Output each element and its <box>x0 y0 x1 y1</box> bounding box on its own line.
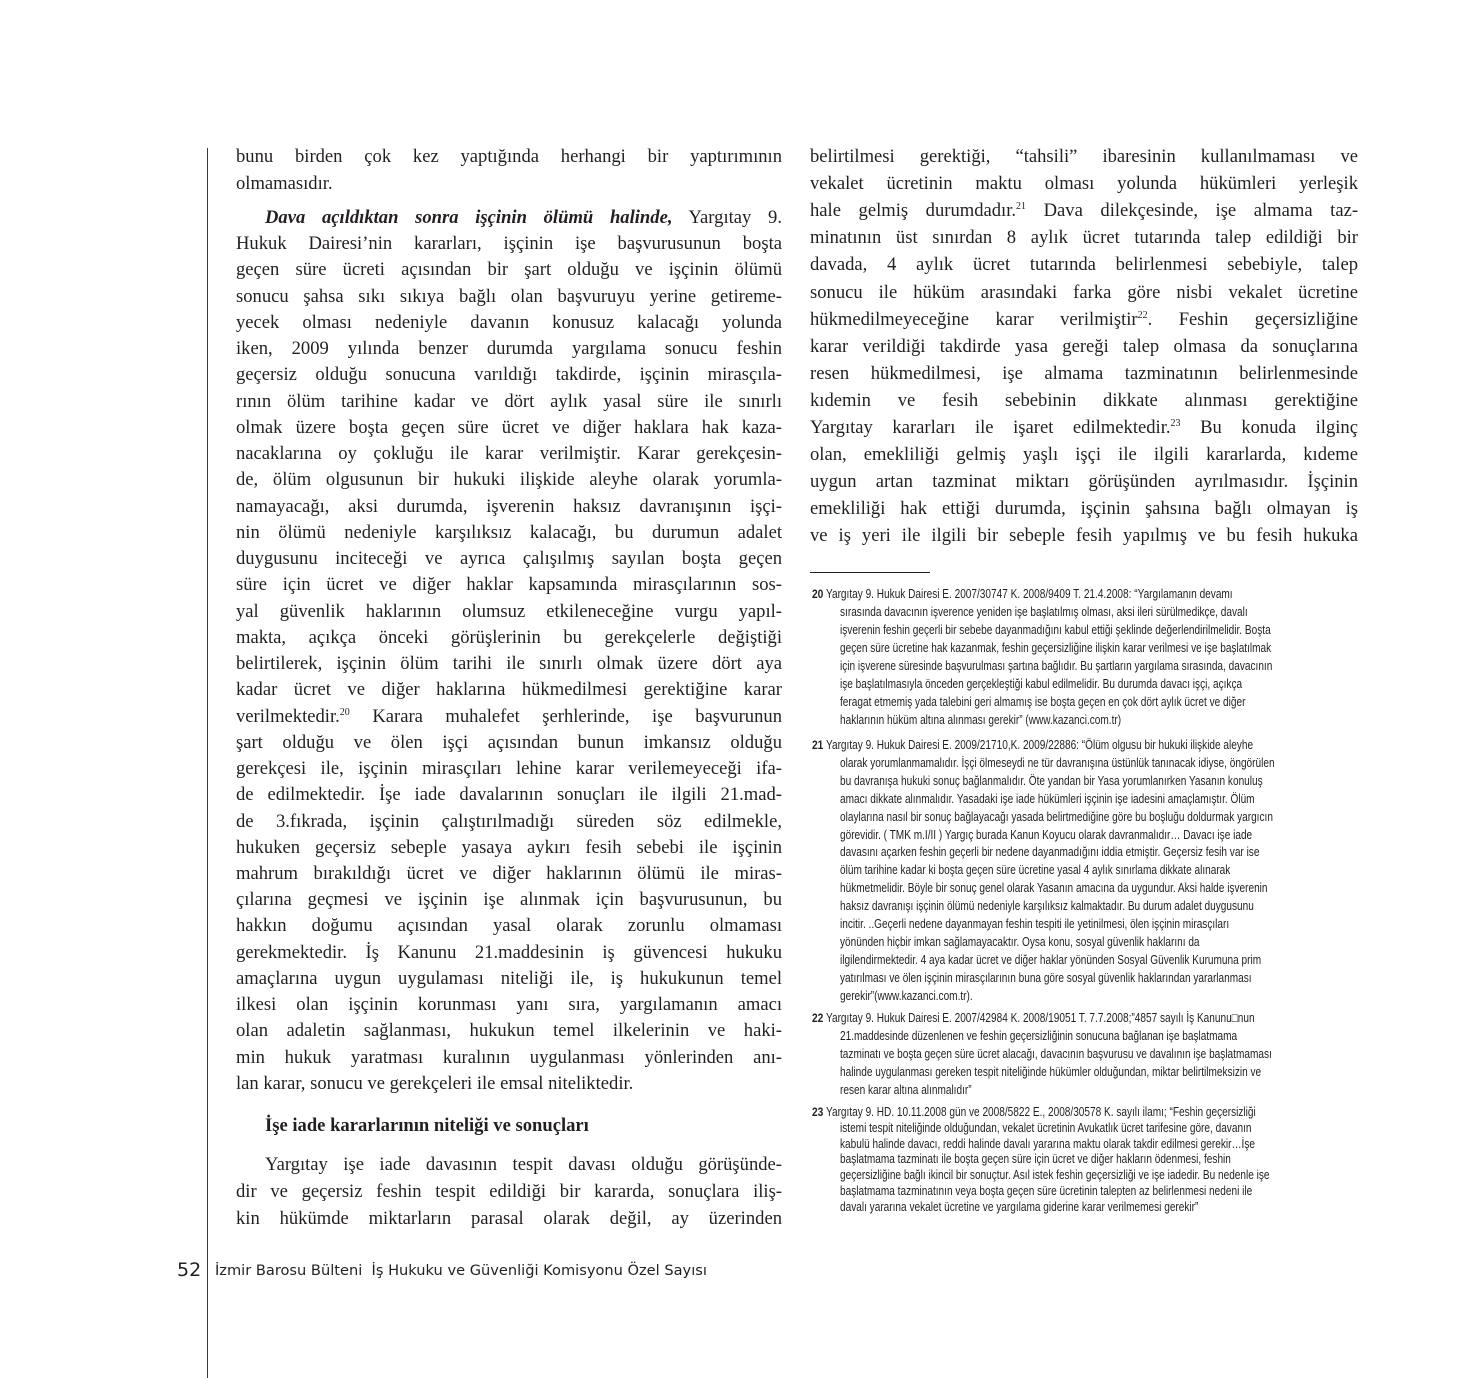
text-line: Hukuk Dairesi’nin kararları, işçinin işe başvurusunun boşta <box>236 233 782 255</box>
text-segment: Yargıtay 9. <box>672 207 782 228</box>
text-segment: hükmedilmeyeceğine karar verilmiştir <box>810 308 1138 330</box>
text-segment: Yargıtay kararları ile işaret edilmektedir. <box>810 417 1171 438</box>
footnote-line: görevidir. ( TMK m.I/II ) Yargıç burada Kanun Koyucu olarak davranmalıdır… Davacı işe iade <box>840 827 1253 842</box>
text-line: karar verildiği takdirde yasa gereği talep olmasa da sonuçlarına <box>810 335 1358 357</box>
text-line: gerekmektedir. İş Kanunu 21.maddesinin iş güvencesi hukuku <box>236 941 782 963</box>
footnote-line: geçersizliğine bağlı ikincil bir sonuçtur. Asıl istek feshin geçersizliği ve işe iadedir. Bu nedenle işe <box>840 1168 1270 1183</box>
text-segment: Karara muhalefet şerhlerinde, işe başvurunun <box>349 705 782 727</box>
text-line: davada, 4 aylık ücret tutarında belirlenmesi sebebiyle, talep <box>810 254 1358 276</box>
text-line: de edilmektedir. İşe iade davalarının sonuçları ile ilgili 21.mad- <box>236 784 782 806</box>
margin-rule <box>207 148 208 1378</box>
text-line: kıdemin ve fesih sebebinin dikkate alınması gerektiğine <box>810 389 1358 411</box>
text-line: sonucu ile hüküm arasındaki farka göre nisbi vekalet ücretine <box>810 281 1358 303</box>
emphasized-text: Dava açıldıktan sonra işçinin ölümü halinde, <box>265 207 673 228</box>
footnote-separator <box>810 572 930 573</box>
page-number: 52 <box>177 1259 202 1281</box>
text-line: belirtilmesi gerektiği, “tahsili” ibaresinin kullanılmaması ve <box>810 146 1358 167</box>
publication-title: İzmir Barosu Bülteni İş Hukuku ve Güvenliği Komisyonu Özel Sayısı <box>215 1262 707 1279</box>
footnote-line: hükmetmelidir. Böyle bir sonuç genel olarak Yasanın amacına da uygundur. Aksi halde işverenin <box>840 881 1268 896</box>
text-line: de 3.fıkrada, işçinin çalıştırılmadığı süreden söz edilmekle, <box>236 810 782 832</box>
text-line: olan, emekliliği gelmiş yaşlı işçi ile ilgili kararlarda, kıdeme <box>810 444 1358 466</box>
text-line <box>810 199 1358 223</box>
footnote-line: davalı yararına vekalet ücretine ve yargılama giderine karar verilmemesi gerekir” <box>840 1199 1199 1214</box>
footnote-line: haklarının hüküm altına alınması gerekir” (www.kazanci.com.tr) <box>840 713 1122 727</box>
text-segment: hale gelmiş durumdadır. <box>810 200 1017 222</box>
footnote-line: gerekir”(www.kazanci.com.tr). <box>840 988 973 1003</box>
text-line: geçen süre ücreti açısından bir şart olduğu ve işçinin ölümü <box>236 259 782 281</box>
text-line <box>810 416 1358 440</box>
text-line: olan adaletin sağlanması, hukukun temel ilkelerinin ve haki- <box>236 1020 782 1042</box>
text-line: çılarına geçmesi ve işçinin işe alınmak için başvurusunun, bu <box>236 889 782 911</box>
text-line: Yargıtay işe iade davasının tespit davası olduğu görüşünde- <box>265 1154 782 1175</box>
footnote-line: ilgilendirmektedir. 4 aya kadar ücret ve diğer haklar yönünden Sosyal Güvenlik Kurumuna prim <box>840 952 1262 967</box>
footnote-reference[interactable]: 22 <box>1137 309 1148 321</box>
footnote-line: yatırılması ve ölen işçinin mirasçılarının buna göre sosyal güvenlik haklarından yararlanması <box>840 970 1252 985</box>
footnote-number: 23 <box>812 1105 824 1119</box>
text-line: emekliliği hak ettiği durumda, işçinin şahsına bağlı olmayan iş <box>810 498 1358 520</box>
footnote-reference[interactable]: 23 <box>1170 418 1181 429</box>
text-line: mahrum bırakıldığı ücret ve diğer haklarının ölümü ile miras- <box>236 863 782 884</box>
text-line: makta, açıkça önceki görüşlerinin bu gerekçelerle değiştiği <box>236 626 782 648</box>
text-line: süre için ücret ve diğer haklar kapsamında mirasçılarının sos- <box>236 574 782 596</box>
footnote-line: amacı dikkate alınmalıdır. Yasadaki işe iade hükümleri işçinin işe iadesini amaçlamıştır. Ölüm <box>840 791 1255 806</box>
text-line: hakkın doğumu açısından yasal olarak zorunlu olmaması <box>236 915 782 937</box>
footnote-line: geçen süre ücretine hak kazanmak, feshin geçersizliğine ilişkin karar verilmesi ve işe başlatılmak <box>840 641 1272 655</box>
footnote-line: Yargıtay 9. Hukuk Dairesi E. 2007/30747 K. 2008/9409 T. 21.4.2008: “Yargılamanın devamı <box>826 587 1233 601</box>
text-line: olmak üzere boşta geçen süre ücret ve diğer haklara hak kaza- <box>236 416 782 438</box>
text-segment: Dava dilekçesinde, işe almama taz- <box>1026 200 1358 222</box>
text-line: vekalet ücretinin maktu olması yolunda hükümleri yerleşik <box>810 173 1358 195</box>
text-line: olmamasıdır. <box>236 173 333 194</box>
text-line <box>265 206 782 230</box>
footnote-line: yönünden hiçbir imkan sağlamayacaktır. Oysa konu, sosyal güvenlik haklarını da <box>840 934 1200 949</box>
text-line <box>236 705 782 729</box>
text-line: nin ölümü nedeniyle karşılıksız kalacağı, bu durumun adalet <box>236 521 782 543</box>
footnote-line: olaylarına nasıl bir sonuç bağlayacağı yasada belirtmediğine göre bu boşluğu doldurmak yargıcın <box>840 809 1273 824</box>
text-line: de, ölüm olgusunun bir hukuki ilişkide aleyhe olarak yorumla- <box>236 469 782 491</box>
text-line: geçersiz olduğu sonucuna varıldığı takdirde, işçinin mirasçıla- <box>236 364 782 386</box>
footnote-number: 20 <box>812 587 824 601</box>
footnote-line: bu davranışa hukuki sonuç bağlanmalıdır. Öte yandan bir Yasa yorumlanırken Yasanın konuluş <box>840 773 1263 788</box>
footnote-line: davasını açarken feshin geçerli bir nedene dayanmadığını iddia etmiştir. Geçersiz fesih var ise <box>840 845 1260 860</box>
text-line: minatının üst sınırdan 8 aylık ücret tutarında talep edildiği bir <box>810 227 1358 249</box>
footnote-line: olarak yorumlanmamalıdır. İşçi ölmeseydi ne tür davranışına üstünlük tanınacak idiyse, öngörülen <box>840 755 1275 770</box>
text-line: kadar ücret ve diğer haklarına hükmedilmesi gerektiğine karar <box>236 679 782 701</box>
footnote-line: feragat etmemiş yada talebini geri almamış ise boşta geçen en çok dört aylık ücret ve diğer <box>840 695 1246 709</box>
footnote-line: 21.maddesinde düzenlenen ve feshin geçersizliğinin sonucuna bağlanan işe başlatmama <box>840 1029 1238 1043</box>
text-line: amaçlarına uygun uygulaması niteliği ile, iş hukukunun temel <box>236 967 782 989</box>
text-line: bunu birden çok kez yaptığında herhangi bir yaptırımının <box>236 146 782 167</box>
text-line: lan karar, sonucu ve gerekçeleri ile emsal niteliktedir. <box>236 1072 634 1094</box>
text-line: şart olduğu ve ölen işçi açısından bunun imkansız olduğu <box>236 731 782 753</box>
text-segment: verilmektedir. <box>236 705 340 727</box>
footnote-line: kabulü halinde davacı, reddi halinde davalı yararına maktu olarak takdir edilmesi gerekir…İşe <box>840 1136 1255 1151</box>
text-line: iken, 2009 yılında benzer durumda yargılama sonucu feshin <box>236 338 782 360</box>
footnote-line: başlatmama tazminatının veya boşta geçen süre ücretinin talepten az belirlenmesi nedeni ile <box>840 1184 1253 1198</box>
footnote-line: haksız davranışı işçinin ölümü nedeniyle karşılıksız kalmaktadır. Bu durum adalet duygusunu <box>840 899 1254 914</box>
footnote-line: resen karar altına alınmalıdır” <box>840 1083 972 1097</box>
text-line: uygun artan tazminat miktarı görüşünden ayrılmasıdır. İşçinin <box>810 471 1358 493</box>
footnote-line: sırasında davacının işverence yeniden işe başlatılmış olması, aksi ileri sürülmedikçe, davalı <box>840 605 1248 619</box>
footnote-number: 21 <box>812 738 824 752</box>
text-line: sonucu şahsa sıkı sıkıya bağlı olan başvuruyu yerine getireme- <box>236 285 782 307</box>
footnote-line: Yargıtay 9. Hukuk Dairesi E. 2007/42984 K. 2008/19051 T. 7.7.2008;”4857 sayılı İş Kanunu□nun <box>826 1011 1255 1025</box>
text-line: hukuken geçersiz sebeple yasaya aykırı fesih sebebi ile işçinin <box>236 836 782 858</box>
footnote-line: işverenin feshin geçerli bir sebebe dayanmadığını kabul ettiği şeklinde değerlendirilmelidir. Boşta <box>840 623 1271 637</box>
text-line <box>810 308 1358 332</box>
text-line: duygusunu inciteceği ve ayrıca çalışılmış sayılan boşta geçen <box>236 548 782 570</box>
footnote-line: ölüm tarihine kadar ki boşta geçen süre ücretine yasal 4 aylık sınırlama dikkate alınarak <box>840 863 1231 878</box>
text-line: ilkesi olan işçinin korunması yanı sıra, yargılamanın amacı <box>236 994 782 1016</box>
footnote-line: Yargıtay 9. Hukuk Dairesi E. 2009/21710,K. 2009/22886: “Ölüm olgusu bir hukuki ilişkide aleyhe <box>826 738 1254 752</box>
text-line: resen hükmedilmesi, işe almama tazminatının belirlenmesinde <box>810 362 1358 384</box>
text-line: gerekçesi ile, işçinin mirasçıları lehine karar verilemeyeceği ifa- <box>236 758 782 780</box>
footnote-line: istemi tespit niteliğinde olduğundan, vekalet ücretinin Avukatlık ücret tarifesine göre, davanın <box>840 1120 1252 1135</box>
footnote-line: başlatmama tazminatı ile boşta geçen süre için ücret ve diğer hakların ödenmesi, feshin <box>840 1152 1231 1167</box>
text-segment: . Feshin geçersizliğine <box>1147 308 1358 330</box>
text-line: dir ve geçersiz feshin tespit edildiği bir kararda, sonuçlara iliş- <box>236 1181 782 1202</box>
section-heading: İşe iade kararlarının niteliği ve sonuçları <box>265 1115 589 1136</box>
text-line: belirtilerek, işçinin ölüm tarihi ile sınırlı olmak üzere dört aya <box>236 653 782 675</box>
footnote-line: halinde uygulanması gereken tespit niteliğinde hükümler olduğundan, miktar belirtilmeksizin ve <box>840 1065 1262 1079</box>
text-line: kin hükümde miktarların parasal olarak değil, ay üzerinden <box>236 1208 782 1229</box>
text-line: yecek olması nedeniyle davanın konusuz kalacağı yolunda <box>236 311 782 333</box>
footnote-reference[interactable]: 21 <box>1016 201 1027 213</box>
footnote-line: tazminatı ve boşta geçen süre ücret alacağı, davacının başvurusu ve davalının işe başlatmaması <box>840 1047 1272 1061</box>
footnote-line: işe başlatılmasıyla önceden gerçekleştiği kabul edilmelidir. Bu durumda davacı işçi, açıkça <box>840 677 1243 691</box>
text-segment: Bu konuda ilginç <box>1180 417 1358 438</box>
text-line: min hukuk yaratması kuralının uygulanması yönlerinden anı- <box>236 1046 782 1068</box>
footnote-number: 22 <box>812 1011 824 1025</box>
footnote-line: Yargıtay 9. HD. 10.11.2008 gün ve 2008/5822 E., 2008/30578 K. sayılı ilamı; “Feshin geçersizliği <box>826 1105 1256 1119</box>
footnote-line: için işverene süresinde başvurulması şartına bağlıdır. Bu şartların yargılama sırasında, davacının <box>840 659 1273 673</box>
footnote-reference[interactable]: 20 <box>339 706 350 718</box>
text-line: namayacağı, aksi durumda, işverenin haksız davranışının işçi- <box>236 495 782 517</box>
text-line: ve iş yeri ile ilgili bir sebeple fesih yapılmış ve bu fesih hukuka <box>810 525 1358 547</box>
footnote-line: incitir. ..Geçerli nedene dayanmayan feshin tespiti ile yetinilmesi, ölen işçinin mirasçıları <box>840 917 1230 931</box>
text-line: yal güvenlik haklarının olumsuz etkileneceğine vurgu yapıl- <box>236 600 782 622</box>
text-line: nacaklarına oy çokluğu ile karar verilmiştir. Karar gerekçesin- <box>236 443 782 465</box>
text-line: rının ölüm tarihine kadar ve dört aylık yasal süre ile sınırlı <box>236 390 782 412</box>
